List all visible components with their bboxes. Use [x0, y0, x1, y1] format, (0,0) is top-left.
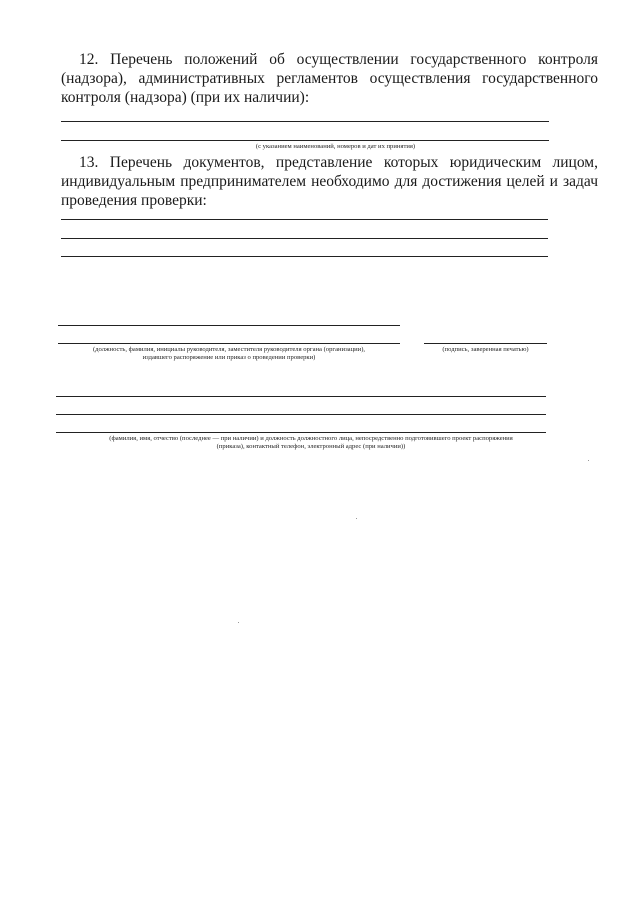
item-13-text [61, 153, 598, 210]
official-name-line-1 [58, 325, 400, 326]
preparer-caption-line-2: (приказа), контактный телефон, электронный адрес (при наличии)) [216, 443, 406, 450]
item-12-fill-line-2 [61, 140, 549, 141]
item-12-caption: (с указанием наименований, номеров и дат их принятия) [255, 143, 416, 150]
item-13-fill-line-2 [61, 238, 548, 239]
item-12-fill-line-1 [61, 121, 549, 122]
official-caption-line-2: издавшего распоряжение или приказ о проведении проверки) [142, 354, 316, 361]
official-caption-line-1: (должность, фамилия, инициалы руководителя, заместителя руководителя органа (организации), [92, 346, 366, 353]
scan-speck [588, 460, 589, 461]
preparer-line-2 [56, 414, 546, 415]
item-13-fill-line-1 [61, 219, 548, 220]
official-name-line-2 [58, 343, 400, 344]
preparer-line-1 [56, 396, 546, 397]
item-13-fill-line-3 [61, 256, 548, 257]
preparer-caption-line-1: (фамилия, имя, отчество (последнее — при наличии) и должность должностного лица, непосредственно подготовившего проект распоряжения [109, 435, 513, 442]
item-13-body: 13. Перечень документов, представление которых юридическим лицом, индивидуальным предпринимателем необходимо для достижения целей и задач проведения проверки: [61, 154, 598, 209]
item-12-text [61, 50, 598, 107]
scan-speck [356, 518, 357, 519]
signature-caption: (подпись, заверенная печатью) [442, 346, 529, 353]
item-12-body: 12. Перечень положений об осуществлении государственного контроля (надзора), административных регламентов осуществления государственного контроля (надзора) (при их наличии): [61, 51, 598, 106]
scan-speck [238, 622, 239, 623]
preparer-line-3 [56, 432, 546, 433]
signature-line [424, 343, 547, 344]
